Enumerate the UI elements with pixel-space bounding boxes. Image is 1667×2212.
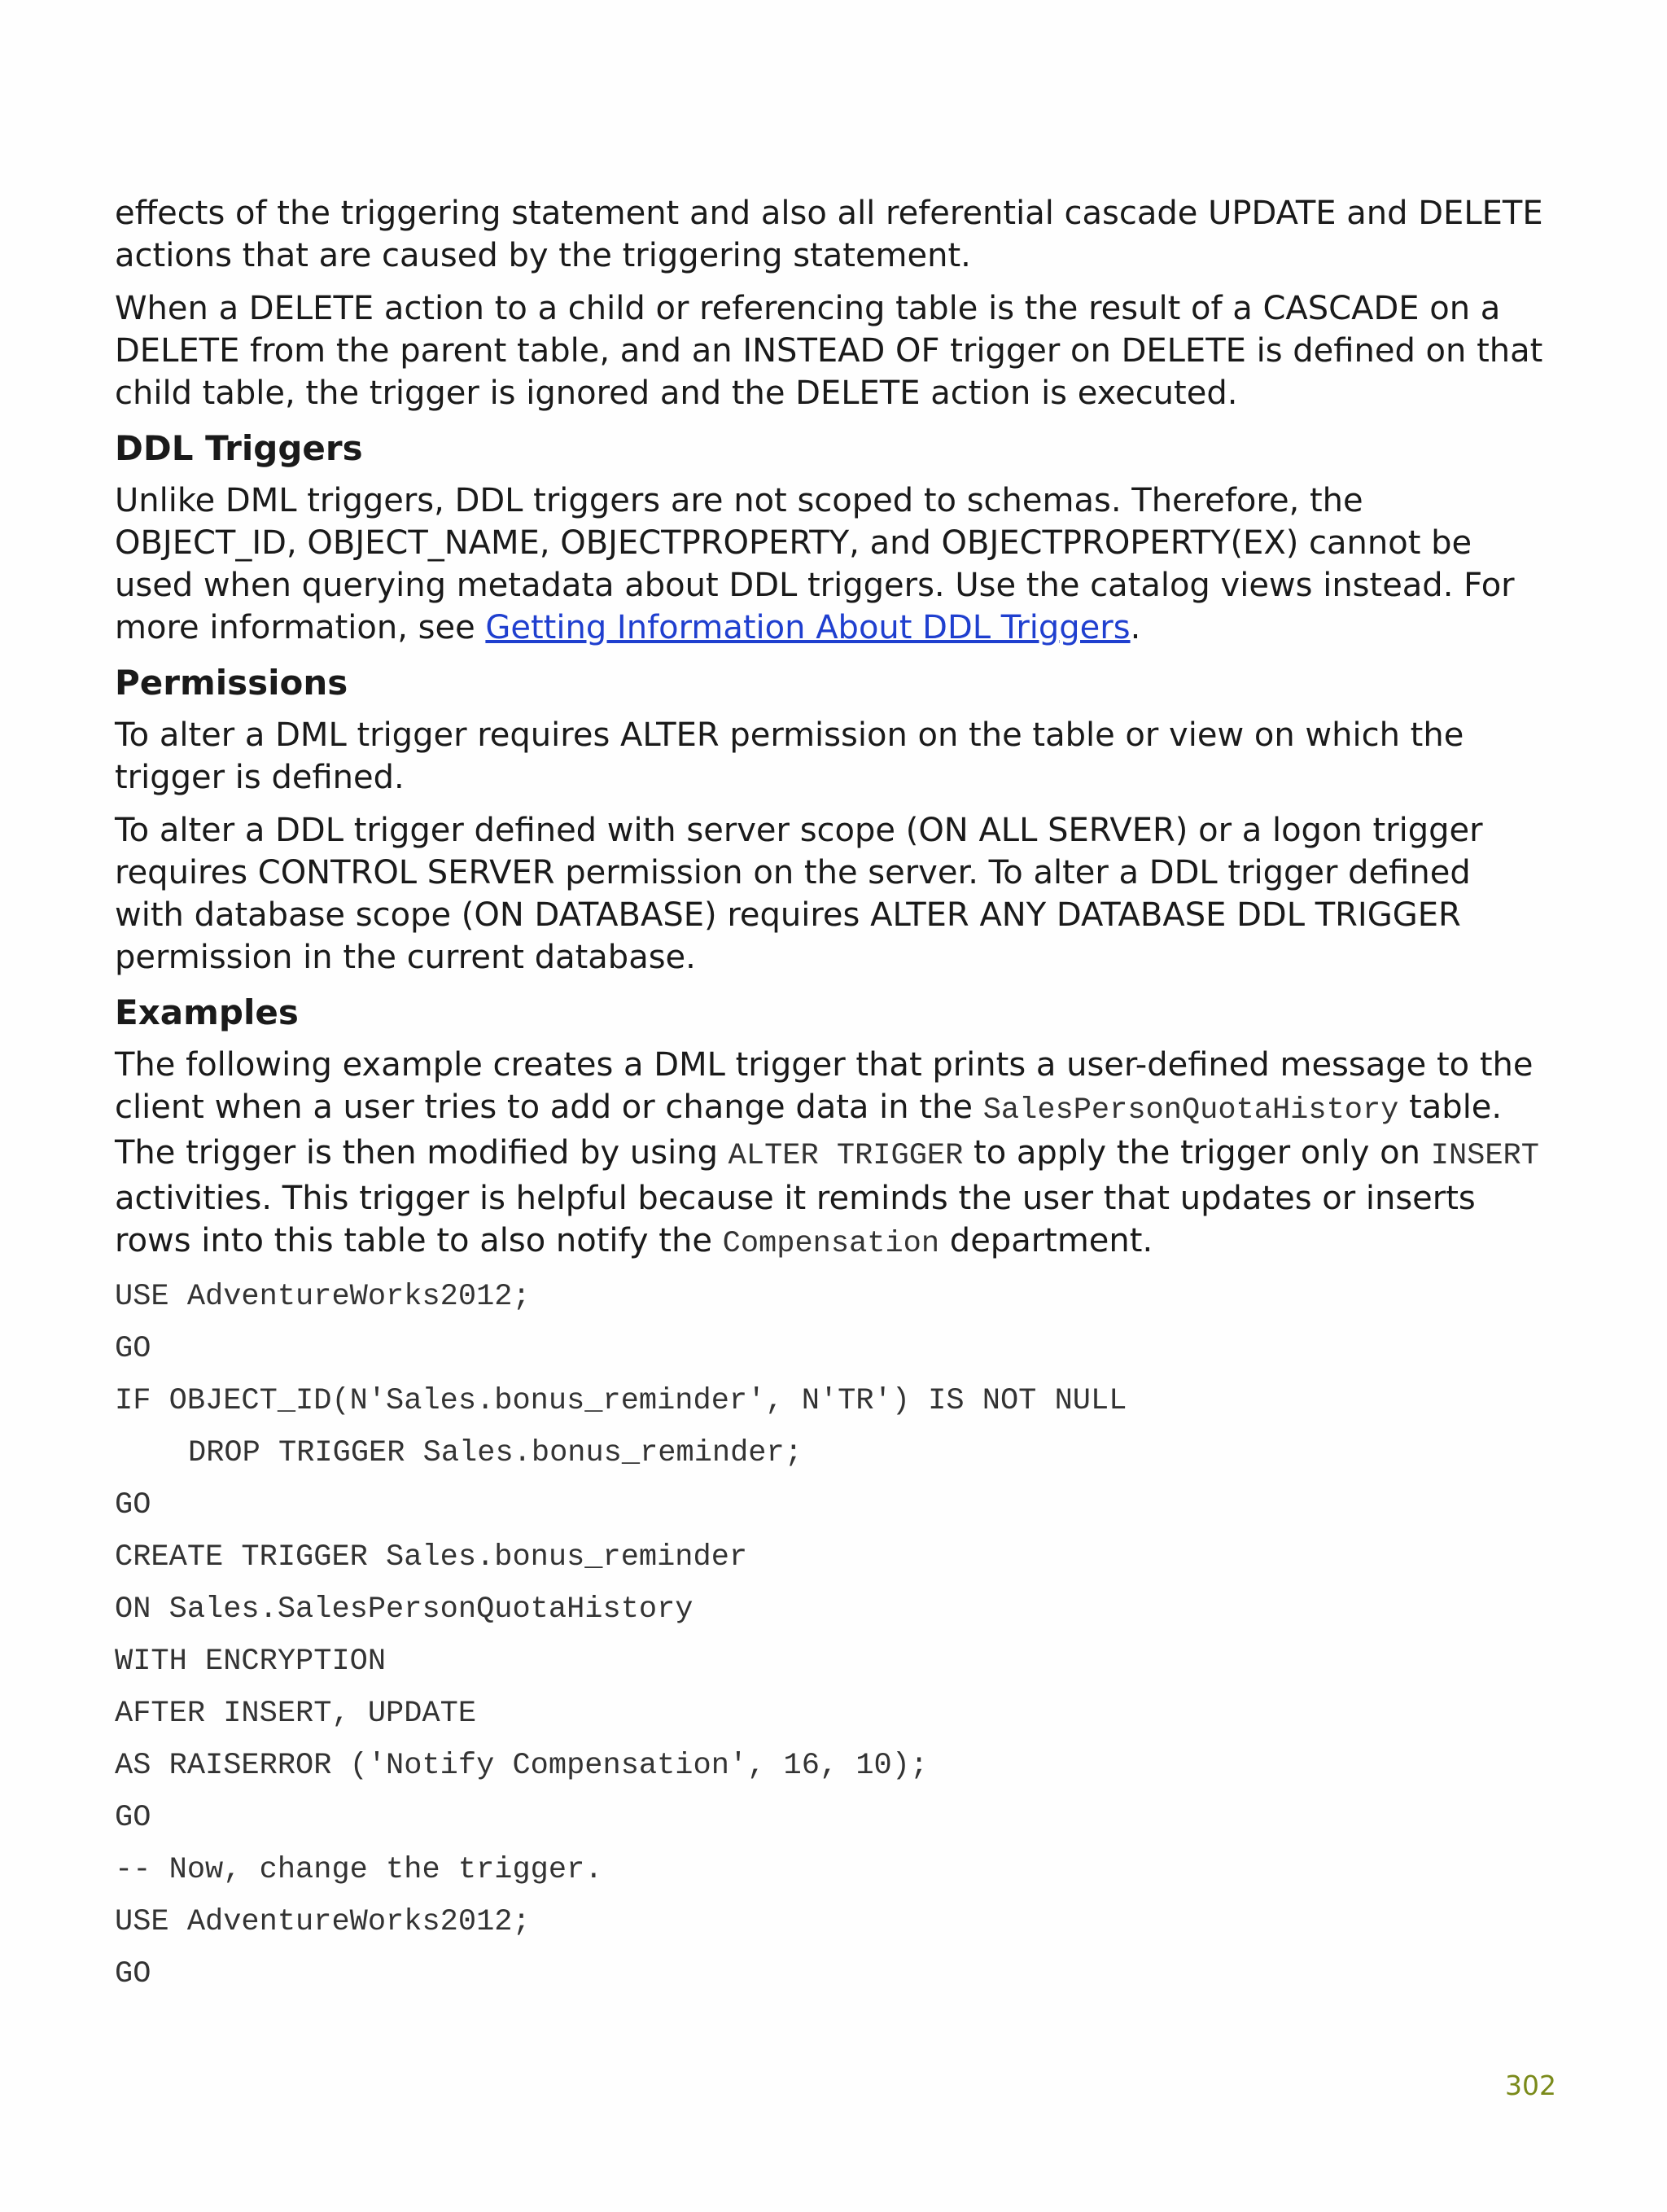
paragraph-text: . [1130, 609, 1141, 646]
code-line: GO [115, 1957, 151, 1991]
code-line: GO [115, 1801, 151, 1835]
paragraph: effects of the triggering statement and also all referential cascade UPDATE and DELETE actions that are caused by the triggering statement. [115, 195, 1543, 274]
code-line: USE AdventureWorks2012; [115, 1905, 531, 1939]
paragraph: To alter a DML trigger requires ALTER permission on the table or view on which the trigger is defined. [115, 716, 1464, 796]
code-line: USE AdventureWorks2012; [115, 1280, 531, 1314]
paragraph-text: to apply the trigger only on [963, 1134, 1431, 1172]
code-line: -- Now, change the trigger. [115, 1853, 603, 1887]
inline-code: ALTER TRIGGER [728, 1139, 964, 1173]
paragraph-text: Unlike DML triggers, DDL triggers are not scoped to schemas. Therefore, the OBJECT_ID, OBJECT_NAME, OBJECTPROPERTY, and OBJECTPROPERTY(EX) cannot be used when querying metadata about DDL triggers. Use the catalog views instead. For more information, see [115, 482, 1515, 646]
code-line: AS RAISERROR ('Notify Compensation', 16, 10); [115, 1749, 929, 1783]
code-block [115, 1276, 1543, 2005]
getting-information-link[interactable]: Getting Information About DDL Triggers [485, 609, 1131, 646]
code-line: CREATE TRIGGER Sales.bonus_reminder [115, 1540, 748, 1575]
paragraph: To alter a DDL trigger defined with server scope (ON ALL SERVER) or a logon trigger requires CONTROL SERVER permission on the server. To alter a DDL trigger defined with database scope (ON DATABASE) requires ALTER ANY DATABASE DDL TRIGGER permission in the current database. [115, 812, 1483, 976]
page-content [115, 192, 1543, 2005]
paragraph-text: table. The trigger is then modified by using [115, 1088, 1503, 1172]
code-line: GO [115, 1488, 151, 1522]
code-line: ON Sales.SalesPersonQuotaHistory [115, 1592, 693, 1627]
examples-intro-paragraph [115, 1044, 1543, 1265]
ddl-triggers-paragraph [115, 480, 1543, 649]
section-heading-permissions: Permissions [115, 663, 348, 703]
code-line: GO [115, 1332, 151, 1366]
inline-code: INSERT [1430, 1139, 1539, 1173]
code-line: AFTER INSERT, UPDATE [115, 1697, 477, 1731]
code-line: DROP TRIGGER Sales.bonus_reminder; [188, 1436, 803, 1470]
paragraph-text: activities. This trigger is helpful because it reminds the user that updates or inserts rows into this table to also notify the [115, 1180, 1476, 1259]
inline-code: SalesPersonQuotaHistory [982, 1093, 1399, 1128]
paragraph-text: department. [939, 1222, 1153, 1259]
inline-code: Compensation [722, 1227, 940, 1261]
page-number: 302 [1505, 2070, 1556, 2101]
code-line: IF OBJECT_ID(N'Sales.bonus_reminder', N'TR') IS NOT NULL [115, 1384, 1127, 1418]
section-heading-ddl-triggers: DDL Triggers [115, 428, 363, 468]
paragraph-text: The following example creates a DML trigger that prints a user-defined message to the client when a user tries to add or change data in the [115, 1046, 1534, 1126]
paragraph: When a DELETE action to a child or referencing table is the result of a CASCADE on a DELETE from the parent table, and an INSTEAD OF trigger on DELETE is defined on that child table, the trigger is ignored and the DELETE action is executed. [115, 290, 1543, 412]
code-line: WITH ENCRYPTION [115, 1645, 387, 1679]
section-heading-examples: Examples [115, 992, 299, 1032]
